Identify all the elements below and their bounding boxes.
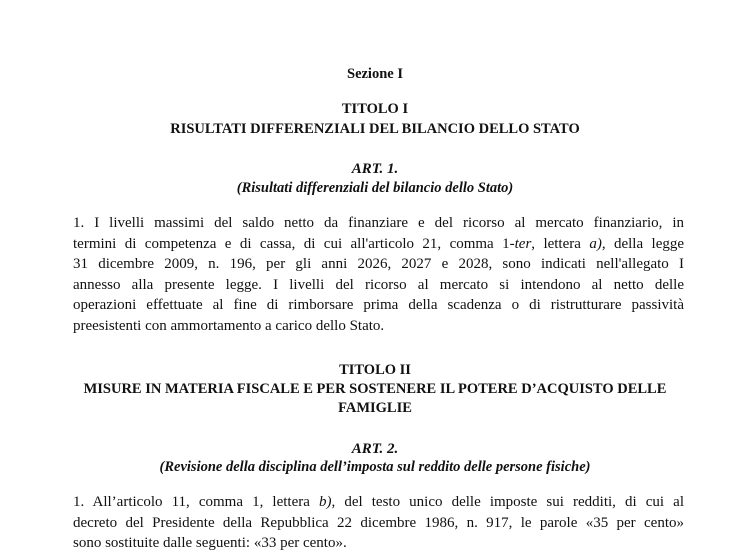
art-2-subtitle: (Revisione della disciplina dell’imposta sul reddito delle persone fisiche): [159, 459, 591, 475]
section-heading: Sezione I: [347, 66, 403, 82]
paragraph-line: termini di competenza e di cassa, di cui all'articolo 21, comma 1-ter, lettera a), della legge: [73, 235, 685, 252]
paragraph-line: 31 dicembre 2009, n. 196, per gli anni 2026, 2027 e 2028, sono indicati nell'allegato I: [73, 256, 684, 273]
paragraph-line: decreto del Presidente della Repubblica 22 dicembre 1986, n. 917, le parole «35 per cento»: [73, 514, 684, 531]
titolo-1-heading: RISULTATI DIFFERENZIALI DEL BILANCIO DELLO STATO: [170, 121, 580, 137]
art-1-paragraph: [73, 213, 684, 337]
paragraph-line: operazioni effettuate al fine di rimborsare prima della scadenza o di ristrutturare passività: [73, 297, 684, 314]
art-2-paragraph: [73, 492, 684, 554]
titolo-2-label: TITOLO II: [339, 362, 411, 378]
titolo-2-heading-line-1: MISURE IN MATERIA FISCALE E PER SOSTENERE IL POTERE D’ACQUISTO DELLE: [83, 381, 667, 397]
paragraph-line: sono sostituite dalle seguenti: «33 per cento».: [73, 535, 347, 552]
art-1-number: ART. 1.: [351, 161, 399, 177]
paragraph-line: preesistenti con ammortamento a carico dello Stato.: [73, 317, 385, 334]
paragraph-line: annesso alla presente legge. I livelli del ricorso al mercato si intendono al netto delle: [73, 276, 684, 293]
art-1-subtitle: (Risultati differenziali del bilancio dello Stato): [236, 180, 514, 196]
titolo-1-label: TITOLO I: [341, 101, 409, 117]
art-2-number: ART. 2.: [351, 441, 399, 457]
paragraph-line: 1. I livelli massimi del saldo netto da finanziare e del ricorso al mercato finanziario, in: [73, 215, 684, 231]
paragraph-line: 1. All’articolo 11, comma 1, lettera b), del testo unico delle imposte sui redditi, di cui al: [73, 494, 684, 510]
titolo-2-heading-line-2: FAMIGLIE: [338, 400, 412, 416]
